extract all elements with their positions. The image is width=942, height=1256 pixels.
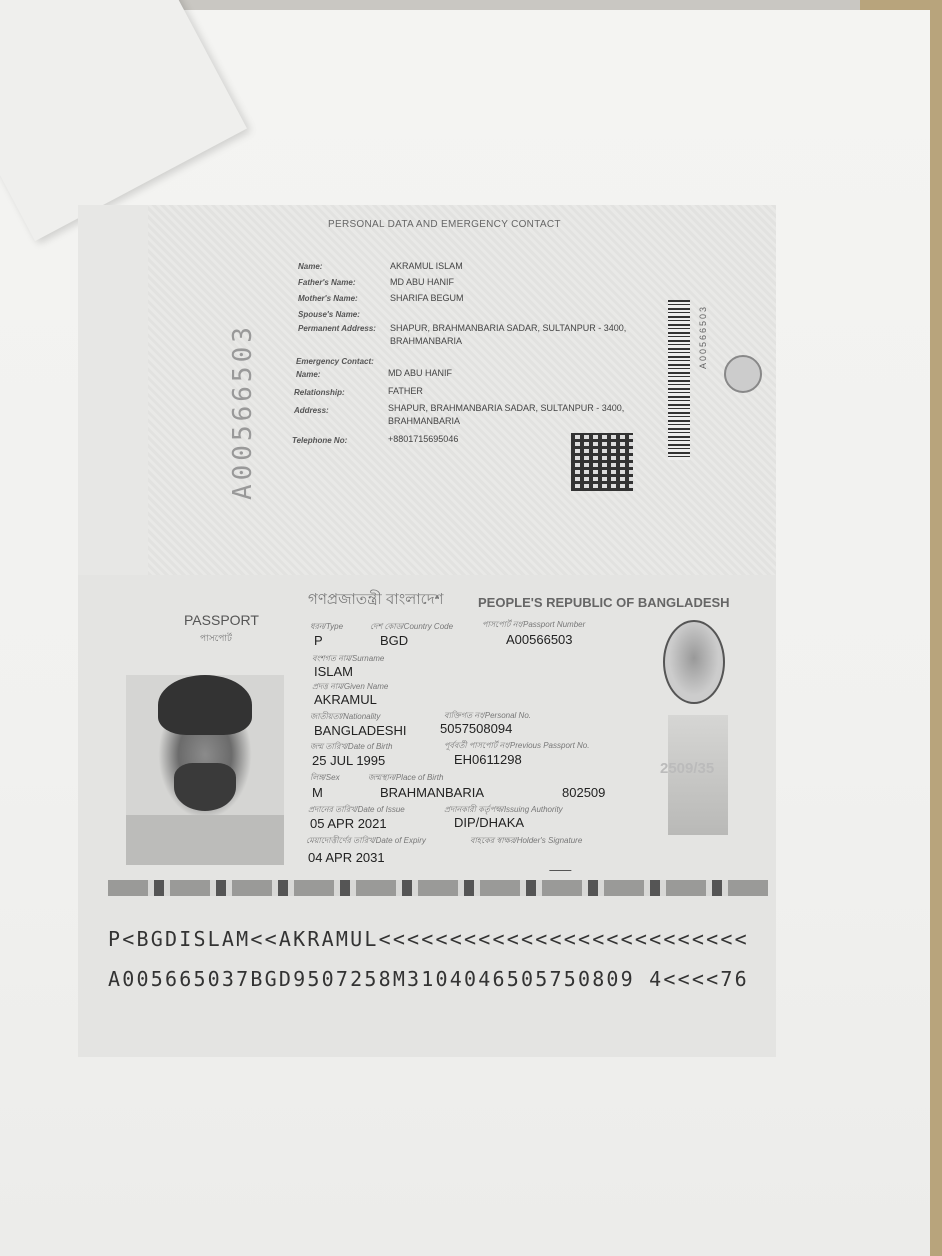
- country-name-bn: গণপ্রজাতন্ত্রী বাংলাদেশ: [308, 591, 444, 608]
- pob-label: জন্মস্থান/Place of Birth: [368, 773, 444, 782]
- expiry-value: 04 APR 2031: [308, 850, 385, 865]
- issue-label: প্রদানের তারিখ/Date of Issue: [308, 805, 405, 814]
- barcode: [668, 300, 690, 460]
- passport-no-value: A00566503: [506, 632, 573, 647]
- name-label: Name:: [298, 262, 323, 271]
- father-label: Father's Name:: [298, 278, 356, 287]
- em-name-label: Name:: [296, 370, 321, 379]
- mrz-line-2: A005665037BGD9507258M3104046505750809 4<<<<76: [108, 967, 749, 991]
- passport-title: PASSPORT: [184, 612, 259, 628]
- country-code-label: দেশ কোড/Country Code: [370, 622, 454, 631]
- type-label: ধরন/Type: [310, 622, 344, 631]
- security-band: [108, 880, 768, 896]
- ghost-number: 2509/35: [660, 760, 715, 777]
- surname-value: ISLAM: [314, 664, 354, 679]
- type-value: P: [314, 633, 323, 648]
- address-line2: BRAHMANBARIA: [388, 416, 461, 426]
- dob-label: জন্ম তারিখ/Date of Birth: [310, 742, 393, 751]
- telephone-value: +8801715695046: [388, 434, 459, 444]
- photo-hair: [158, 675, 252, 735]
- nationality-label: জাতীয়তা/Nationality: [310, 712, 381, 721]
- country-code-value: BGD: [380, 633, 409, 648]
- given-name-value: AKRAMUL: [314, 692, 377, 707]
- emergency-heading: Emergency Contact:: [296, 357, 374, 366]
- barcode-serial: A00566503: [698, 305, 708, 370]
- biodata-page: [78, 575, 776, 1057]
- code-value: 802509: [562, 785, 606, 800]
- em-name-value: MD ABU HANIF: [388, 368, 453, 378]
- dob-value: 25 JUL 1995: [312, 753, 386, 768]
- mother-label: Mother's Name:: [298, 294, 358, 303]
- photo-shirt: [126, 815, 284, 865]
- section-title: PERSONAL DATA AND EMERGENCY CONTACT: [328, 219, 561, 230]
- personal-no-label: ব্যক্তিগত নং/Personal No.: [444, 711, 531, 720]
- ghost-photo-oval: [663, 620, 725, 704]
- passport-title-bn: পাসপোর্ট: [200, 633, 232, 643]
- passport-no-label: পাসপোর্ট নং/Passport Number: [482, 620, 586, 629]
- sex-value: M: [312, 785, 323, 800]
- pob-value: BRAHMANBARIA: [380, 785, 485, 800]
- relationship-label: Relationship:: [294, 388, 345, 397]
- telephone-label: Telephone No:: [292, 436, 348, 445]
- address-line1: SHAPUR, BRAHMANBARIA SADAR, SULTANPUR - 3400,: [388, 403, 625, 413]
- holder-photo: [126, 675, 284, 865]
- address-label: Address:: [294, 406, 329, 415]
- sex-label: লিঙ্গ/Sex: [310, 773, 340, 782]
- government-seal-icon: [724, 355, 762, 393]
- prev-passport-value: EH0611298: [454, 752, 522, 767]
- qr-code: [571, 433, 633, 491]
- holder-signature: [549, 850, 579, 871]
- permanent-address-label: Permanent Address:: [298, 324, 376, 333]
- expiry-label: মেয়াদোত্তীর্ণের তারিখ/Date of Expiry: [306, 836, 426, 845]
- mother-value: SHARIFA BEGUM: [390, 293, 464, 303]
- given-name-label: প্রদত্ত নাম/Given Name: [312, 682, 389, 691]
- permanent-address-line1: SHAPUR, BRAHMANBARIA SADAR, SULTANPUR - 3400,: [390, 323, 627, 333]
- issue-value: 05 APR 2021: [310, 816, 387, 831]
- signature-label: বাহকের স্বাক্ষর/Holder's Signature: [470, 836, 583, 845]
- personal-no-value: 5057508094: [440, 721, 513, 736]
- nationality-value: BANGLADESHI: [314, 723, 407, 738]
- permanent-address-line2: BRAHMANBARIA: [390, 336, 463, 346]
- name-value: AKRAMUL ISLAM: [390, 261, 463, 271]
- passport-photocopy: [78, 205, 776, 1057]
- authority-label: প্রদানকারী কর্তৃপক্ষ/Issuing Authority: [444, 805, 563, 814]
- mrz-line-1: P<BGDISLAM<<AKRAMUL<<<<<<<<<<<<<<<<<<<<<<<<<<: [108, 927, 749, 951]
- personal-data-page: [148, 205, 776, 575]
- father-value: MD ABU HANIF: [390, 277, 455, 287]
- perforated-number: A00566503: [228, 323, 258, 500]
- relationship-value: FATHER: [388, 386, 423, 396]
- photo-beard: [174, 763, 236, 811]
- spouse-label: Spouse's Name:: [298, 310, 360, 319]
- surname-label: বংশগত নাম/Surname: [312, 654, 385, 663]
- prev-passport-label: পূর্ববর্তী পাসপোর্ট নং/Previous Passport No.: [444, 741, 590, 750]
- country-name: PEOPLE'S REPUBLIC OF BANGLADESH: [478, 595, 730, 610]
- authority-value: DIP/DHAKA: [454, 815, 525, 830]
